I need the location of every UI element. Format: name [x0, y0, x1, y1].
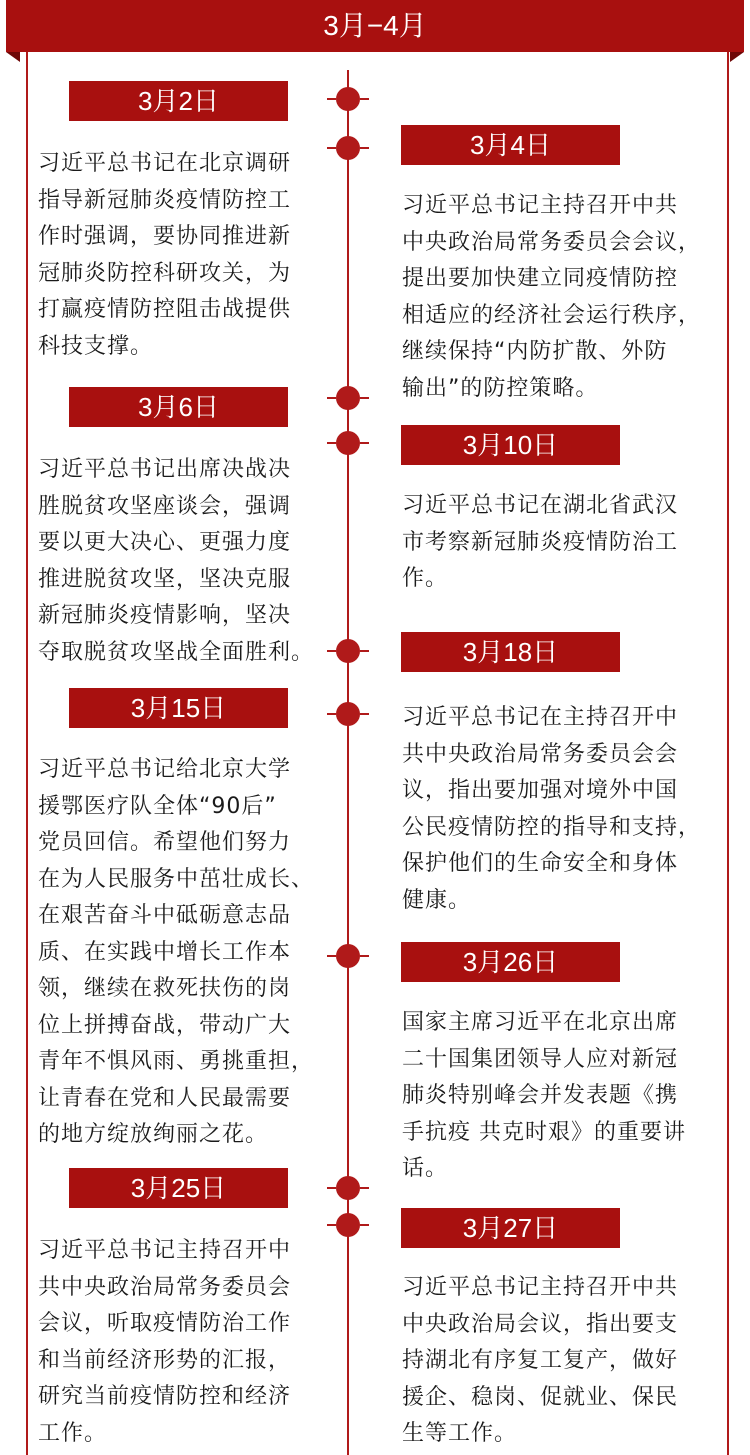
timeline-dot [336, 386, 360, 410]
timeline-dot [336, 136, 360, 160]
frame-border-right [727, 52, 729, 1455]
timeline-dot [336, 1213, 360, 1237]
banner-fold-left [6, 52, 20, 62]
entry-date-label: 3月26日 [401, 942, 620, 982]
entry-date-label: 3月25日 [69, 1168, 288, 1208]
timeline-dot [336, 87, 360, 111]
timeline-dot [336, 702, 360, 726]
banner-fold-right [730, 52, 744, 62]
entry-text: 习近平总书记主持召开中 共中央政治局常务委员会 会议，听取疫情防治工作 和当前经济形势的汇报， 研究当前疫情防控和经济 工作。 [38, 1238, 292, 1446]
entry-date-label: 3月10日 [401, 425, 620, 465]
entry-text: 习近平总书记在北京调研 指导新冠肺炎疫情防控工 作时强调，要协同推进新 冠肺炎防控科研攻关，为 打赢疫情防控阻击战提供 科技支撑。 [38, 151, 292, 359]
timeline-dot [336, 639, 360, 663]
entry-date-label: 3月27日 [401, 1208, 620, 1248]
entry-text: 习近平总书记在湖北省武汉 市考察新冠肺炎疫情防治工 作。 [402, 493, 679, 591]
entry-text: 国家主席习近平在北京出席 二十国集团领导人应对新冠 肺炎特别峰会并发表题《携 手抗疫 共克时艰》的重要讲 话。 [402, 1010, 686, 1181]
entry-date-label: 3月6日 [69, 387, 288, 427]
timeline-dot [336, 944, 360, 968]
frame-border-left [26, 52, 28, 1455]
header-banner [6, 0, 744, 52]
entry-text: 习近平总书记出席决战决 胜脱贫攻坚座谈会，强调 要以更大决心、更强力度 推进脱贫攻坚，坚决克服 新冠肺炎疫情影响，坚决 夺取脱贫攻坚战全面胜利。 [38, 457, 315, 665]
timeline-dot [336, 1176, 360, 1200]
entry-text: 习近平总书记主持召开中共 中央政治局常务委员会会议， 提出要加快建立同疫情防控 相适应的经济社会运行秩序， 继续保持“内防扩散、外防 输出”的防控策略。 [402, 193, 702, 401]
entry-text: 习近平总书记主持召开中共 中央政治局会议，指出要支 持湖北有序复工复产，做好 援企、稳岗、促就业、保民 生等工作。 [402, 1275, 679, 1446]
entry-text: 习近平总书记在主持召开中 共中央政治局常务委员会会 议，指出要加强对境外中国 公民疫情防控的指导和支持， 保护他们的生命安全和身体 健康。 [402, 705, 702, 913]
timeline-dot [336, 431, 360, 455]
entry-date-label: 3月18日 [401, 632, 620, 672]
header-title: 3月−4月 [323, 10, 427, 41]
entry-date-label: 3月4日 [401, 125, 620, 165]
entry-date-label: 3月15日 [69, 688, 288, 728]
entry-text: 习近平总书记给北京大学 援鄂医疗队全体“90后” 党员回信。希望他们努力 在为人民服务中茁壮成长、 在艰苦奋斗中砥砺意志品 质、在实践中增长工作本 领，继续在救死扶伤的岗 位上拼搏奋战，带动广大 青年不惧风雨、勇挑重担， 让青春在党和人民最需要 的地方绽放绚丽之花。 [38, 757, 315, 1147]
timeline-axis [347, 70, 349, 1455]
entry-date-label: 3月2日 [69, 81, 288, 121]
